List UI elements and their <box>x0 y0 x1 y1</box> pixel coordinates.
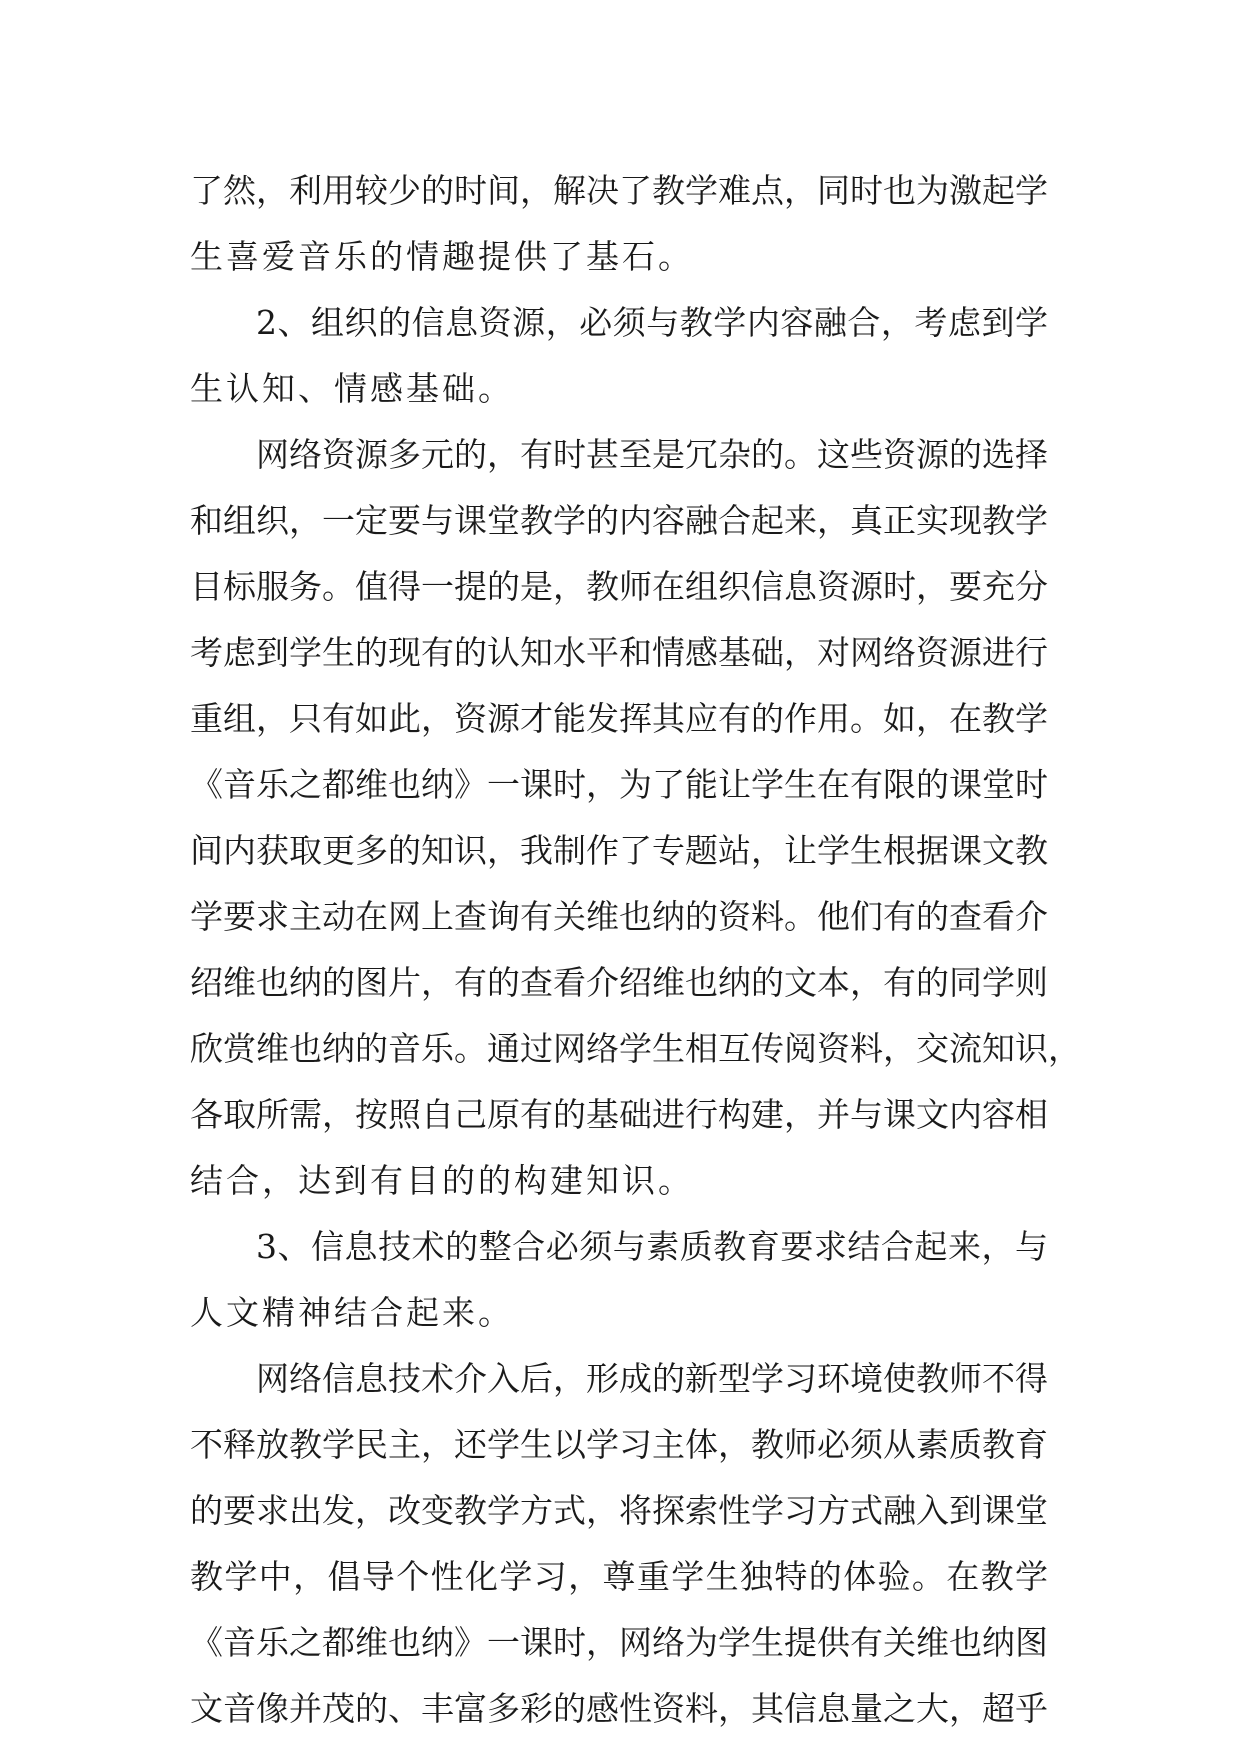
text-line: 网络资源多元的，有时甚至是冗杂的。这些资源的选择 <box>256 435 1048 474</box>
text-line: 学要求主动在网上查询有关维也纳的资料。他们有的查看介 <box>190 897 1048 936</box>
text-line: 了然，利用较少的时间，解决了教学难点，同时也为激起学 <box>190 171 1048 210</box>
text-line: 考虑到学生的现有的认知水平和情感基础，对网络资源进行 <box>190 633 1048 672</box>
text-line: 生喜爱音乐的情趣提供了基石。 <box>190 237 694 276</box>
text-line: 不释放教学民主，还学生以学习主体，教师必须从素质教育 <box>190 1425 1048 1464</box>
text-line: 间内获取更多的知识，我制作了专题站，让学生根据课文教 <box>190 831 1048 870</box>
section-heading-line: 2、组织的信息资源，必须与教学内容融合，考虑到学 <box>256 303 1048 342</box>
section-heading-line: 人文精神结合起来。 <box>190 1293 514 1332</box>
text-line: 《音乐之都维也纳》一课时，网络为学生提供有关维也纳图 <box>190 1623 1048 1662</box>
text-line: 教学中，倡导个性化学习，尊重学生独特的体验。在教学 <box>190 1557 1048 1596</box>
section-heading-line: 生认知、情感基础。 <box>190 369 514 408</box>
text-line: 目标服务。值得一提的是，教师在组织信息资源时，要充分 <box>190 567 1048 606</box>
text-line: 《音乐之都维也纳》一课时，为了能让学生在有限的课堂时 <box>190 765 1048 804</box>
text-line: 网络信息技术介入后，形成的新型学习环境使教师不得 <box>256 1359 1048 1398</box>
text-line: 各取所需，按照自己原有的基础进行构建，并与课文内容相 <box>190 1095 1048 1134</box>
text-line: 结合，达到有目的的构建知识。 <box>190 1161 694 1200</box>
document-body <box>190 158 1081 1742</box>
text-line: 文音像并茂的、丰富多彩的感性资料，其信息量之大，超乎 <box>190 1689 1048 1728</box>
section-heading-line: 3、信息技术的整合必须与素质教育要求结合起来，与 <box>256 1227 1048 1266</box>
text-line: 重组，只有如此，资源才能发挥其应有的作用。如，在教学 <box>190 699 1048 738</box>
text-line: 欣赏维也纳的音乐。通过网络学生相互传阅资料，交流知识， <box>190 1029 1081 1068</box>
text-line: 的要求出发，改变教学方式，将探索性学习方式融入到课堂 <box>190 1491 1048 1530</box>
text-line: 绍维也纳的图片，有的查看介绍维也纳的文本，有的同学则 <box>190 963 1048 1002</box>
text-line: 和组织，一定要与课堂教学的内容融合起来，真正实现教学 <box>190 501 1048 540</box>
